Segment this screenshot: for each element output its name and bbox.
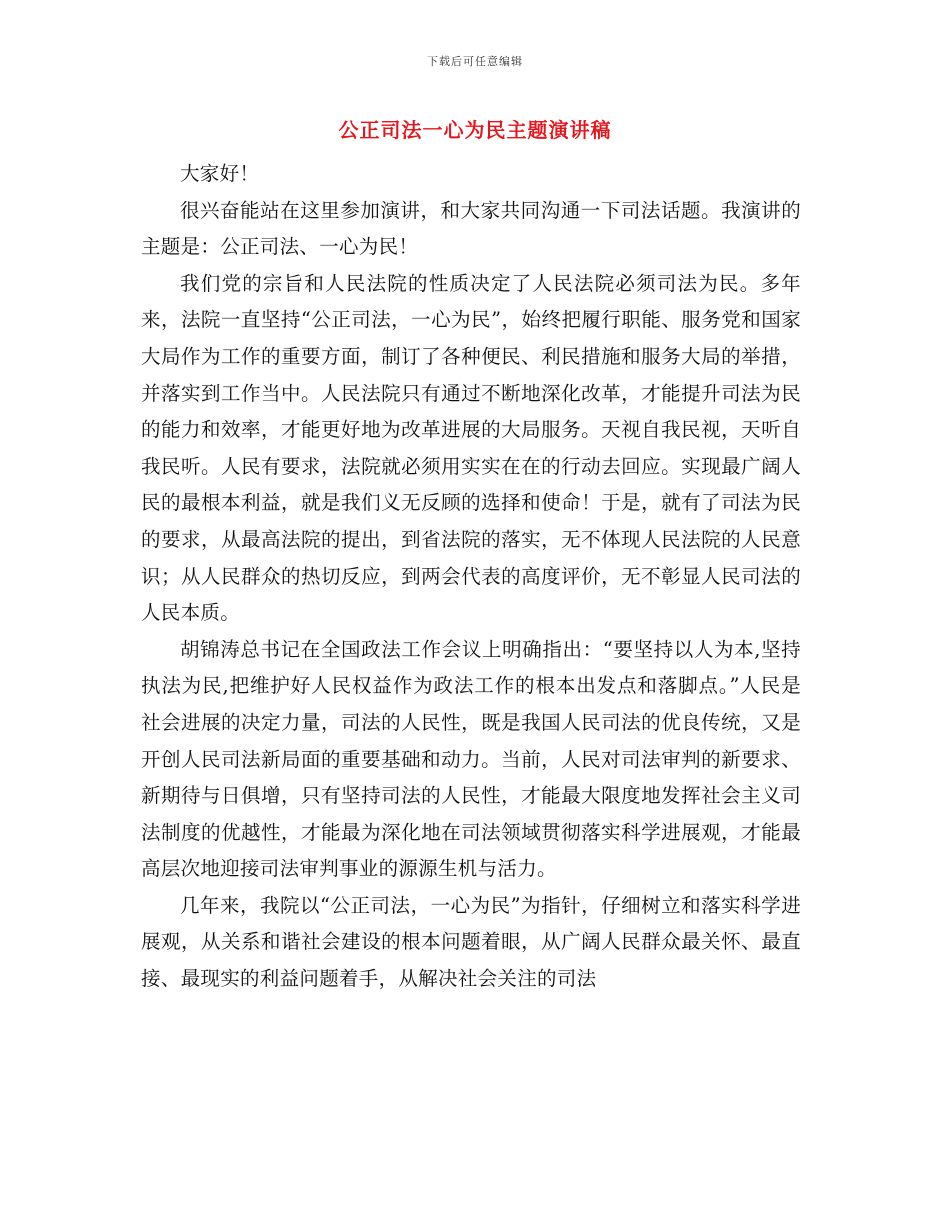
paragraph-intro: 很兴奋能站在这里参加演讲，和大家共同沟通一下司法话题。我演讲的主题是：公正司法、一心为民！ bbox=[141, 198, 801, 259]
header-note: 下载后可任意编辑 bbox=[427, 55, 523, 68]
document-title: 公正司法一心为民主题演讲稿 bbox=[338, 118, 612, 142]
document-body bbox=[141, 156, 801, 998]
paragraph-quote: 胡锦涛总书记在全国政法工作会议上明确指出：“要坚持以人为本,坚持执法为民,把维护好人民权益作为政法工作的根本出发点和落脚点。”人民是社会进展的决定力量，司法的人民性，既是我国人民司法的优良传统，又是开创人民司法新局面的重要基础和动力。当前，人民对司法审判的新要求、新期待与日俱增，只有坚持司法的人民性，才能最大限度地发挥社会主义司法制度的优越性，才能最为深化地在司法领域贯彻落实科学进展观，才能最高层次地迎接司法审判事业的源源生机与活力。 bbox=[141, 637, 801, 881]
paragraph-greeting: 大家好！ bbox=[180, 162, 260, 185]
paragraph-purpose: 我们党的宗旨和人民法院的性质决定了人民法院必须司法为民。多年来，法院一直坚持“公正司法，一心为民”，始终把履行职能、服务党和国家大局作为工作的重要方面，制订了各种便民、利民措施和服务大局的举措，并落实到工作当中。人民法院只有通过不断地深化改革，才能提升司法为民的能力和效率，才能更好地为改革进展的大局服务。天视自我民视，天听自我民听。人民有要求，法院就必须用实实在在的行动去回应。实现最广阔人民的最根本利益，就是我们义无反顾的选择和使命！于是，就有了司法为民的要求，从最高法院的提出，到省法院的落实，无不体现人民法院的人民意识；从人民群众的热切反应，到两会代表的高度评价，无不彰显人民司法的人民本质。 bbox=[141, 271, 801, 625]
paragraph-practice: 几年来，我院以“公正司法，一心为民”为指针，仔细树立和落实科学进展观，从关系和谐社会建设的根本问题着眼，从广阔人民群众最关怀、最直接、最现实的利益问题着手，从解决社会关注的司法 bbox=[141, 893, 801, 991]
